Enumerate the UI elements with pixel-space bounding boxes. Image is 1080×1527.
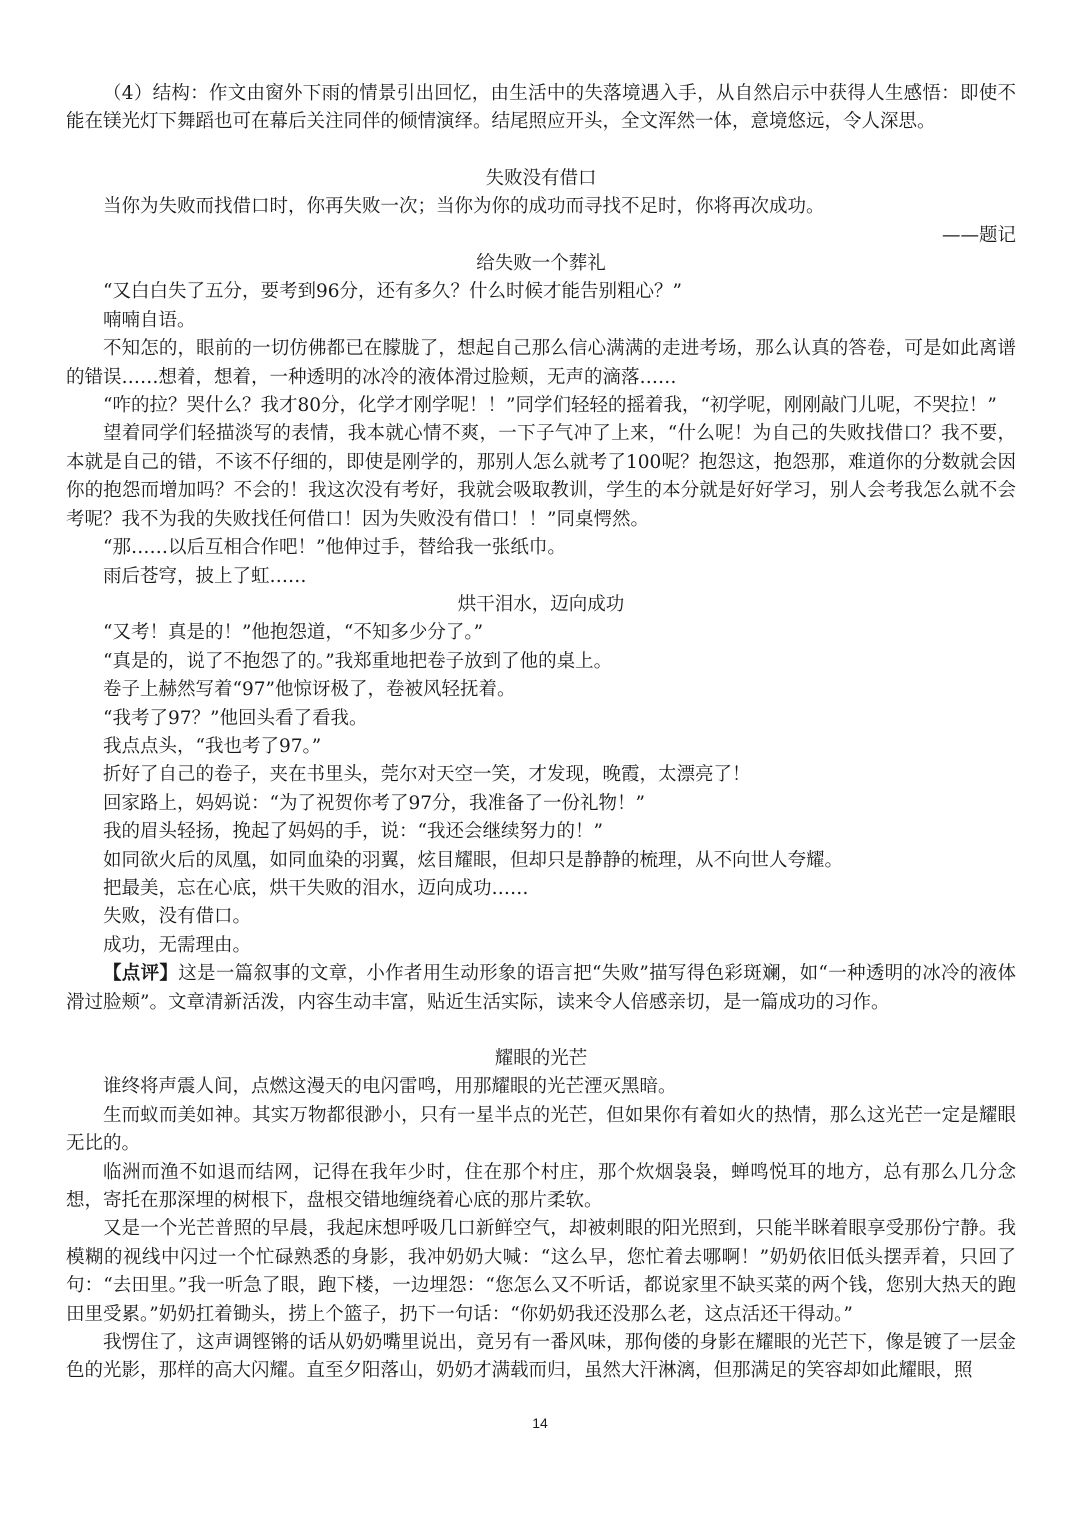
paragraph: “我考了97？”他回头看了看我。: [103, 707, 368, 729]
essay1-title: 失败没有借口: [485, 167, 597, 189]
review-paragraph: [66, 960, 1016, 1017]
essay2-title: 耀眼的光芒: [494, 1048, 588, 1069]
essay1-epigraph-attribution: ——题记: [941, 224, 1016, 246]
paragraph: 回家路上，妈妈说：“为了祝贺你考了97分，我准备了一份礼物！”: [103, 792, 645, 814]
paragraph: 把最美，忘在心底，烘干失败的泪水，迈向成功……: [103, 877, 529, 899]
paragraph: “又考！真是的！”他抱怨道，“不知多少分了。”: [103, 622, 484, 644]
paragraph: 喃喃自语。: [103, 309, 196, 331]
paragraph: 如同欲火后的凤凰，如同血染的羽翼，炫目耀眼，但却只是静静的梳理，从不向世人夸耀。: [103, 849, 844, 871]
paragraph: 折好了自己的卷子，夹在书里头，莞尔对天空一笑，才发现，晚霞，太漂亮了！: [103, 764, 751, 786]
paragraph: 失败，没有借口。: [103, 906, 252, 928]
paragraph: 成功，无需理由。: [103, 934, 252, 956]
paragraph: 望着同学们轻描淡写的表情，我本就心情不爽，一下子气冲了上来，“什么呢！为自己的失败找借口？我不要，本就是自己的错，不该不仔细的，即使是刚学的，那别人怎么就考了100呢？抱怨这，抱怨那，难道你的分数就会因你的抱怨而增加吗？不会的！我这次没有考好，我就会吸取教训，学生的本分就是好好学习，别人会考我怎么就不会考呢？我不为我的失败找任何借口！因为失败没有借口！！”同桌愕然。: [66, 423, 1016, 530]
paragraph: 又是一个光芒普照的早晨，我起床想呼吸几口新鲜空气，却被刺眼的阳光照到，只能半眯着眼享受那份宁静。我模糊的视线中闪过一个忙碌熟悉的身影，我冲奶奶大喊：“这么早，您忙着去哪啊！”奶奶依旧低头摆弄着，只回了句：“去田里。”我一听急了眼，跑下楼，一边埋怨：“您怎么又不听话，都说家里不缺买菜的两个钱，您别大热天的跑田里受累。”奶奶扛着锄头，捞上个篮子，扔下一句话：“你奶奶我还没那么老，这点活还干得动。”: [66, 1218, 1016, 1325]
paragraph: 雨后苍穹，披上了虹……: [103, 565, 307, 587]
review-label: 【点评】: [103, 963, 179, 985]
paragraph: “真是的，说了不抱怨了的。”我郑重地把卷子放到了他的桌上。: [103, 650, 613, 672]
paragraph: 临洲而渔不如退而结网，记得在我年少时，住在那个村庄，那个炊烟袅袅，蝉鸣悦耳的地方，总有那么几分念想，寄托在那深埋的树根下，盘根交错地缠绕着心底的那片柔软。: [66, 1161, 1016, 1212]
page-number: 14: [532, 1415, 548, 1431]
paragraph: “那……以后互相合作吧！”他伸过手，替给我一张纸巾。: [103, 537, 566, 559]
document-page: [66, 80, 1016, 1386]
section2-title: 烘干泪水，迈向成功: [457, 593, 625, 615]
paragraph: 生而蚁而美如神。其实万物都很渺小，只有一星半点的光芒，但如果你有着如火的热情，那么这光芒一定是耀眼无比的。: [66, 1104, 1016, 1155]
paragraph: 谁终将声震人间，点燃这漫天的电闪雷鸣，用那耀眼的光芒湮灭黑暗。: [103, 1076, 677, 1098]
paragraph: 卷子上赫然写着“97”他惊讶极了，卷被风轻抚着。: [103, 679, 516, 701]
paragraph: 不知怎的，眼前的一切仿佛都已在朦胧了，想起自己那么信心满满的走进考场，那么认真的答卷，可是如此离谱的错误……想着，想着，一种透明的冰冷的液体滑过脸颊，无声的滴落……: [66, 338, 1016, 388]
section1-title: 给失败一个葬礼: [476, 253, 606, 275]
paragraph: 我点点头，“我也考了97。”: [103, 735, 322, 757]
paragraph: 我愣住了，这声调铿锵的话从奶奶嘴里说出，竟另有一番风味，那佝偻的身影在耀眼的光芒下，像是镀了一层金色的光影，那样的高大闪耀。直至夕阳落山，奶奶才满载而归，虽然大汗淋漓，但那满足的笑容却如此耀眼，照: [66, 1332, 1016, 1382]
paragraph: “咋的拉？哭什么？我才80分，化学才刚学呢！！”同学们轻轻的摇着我，“初学呢，刚刚敲门儿呢，不哭拉！”: [103, 395, 997, 417]
structure-paragraph: （4）结构：作文由窗外下雨的情景引出回忆，由生活中的失落境遇入手，从自然启示中获得人生感悟：即使不能在镁光灯下舞蹈也可在幕后关注同伴的倾情演绎。结尾照应开头，全文浑然一体，意境悠远，令人深思。: [66, 83, 1016, 133]
paragraph: 我的眉头轻扬，挽起了妈妈的手，说：“我还会继续努力的！”: [103, 821, 603, 843]
review-text: 这是一篇叙事的文章，小作者用生动形象的语言把“失败”描写得色彩斑斓，如“一种透明的冰冷的液体滑过脸颊”。文章清新活泼，内容生动丰富，贴近生活实际，读来令人倍感亲切，是一篇成功的习作。: [66, 963, 1016, 1013]
paragraph: “又白白失了五分，要考到96分，还有多久？什么时候才能告别粗心？”: [103, 281, 682, 303]
essay1-epigraph: 当你为失败而找借口时，你再失败一次；当你为你的成功而寻找不足时，你将再次成功。: [103, 196, 825, 218]
